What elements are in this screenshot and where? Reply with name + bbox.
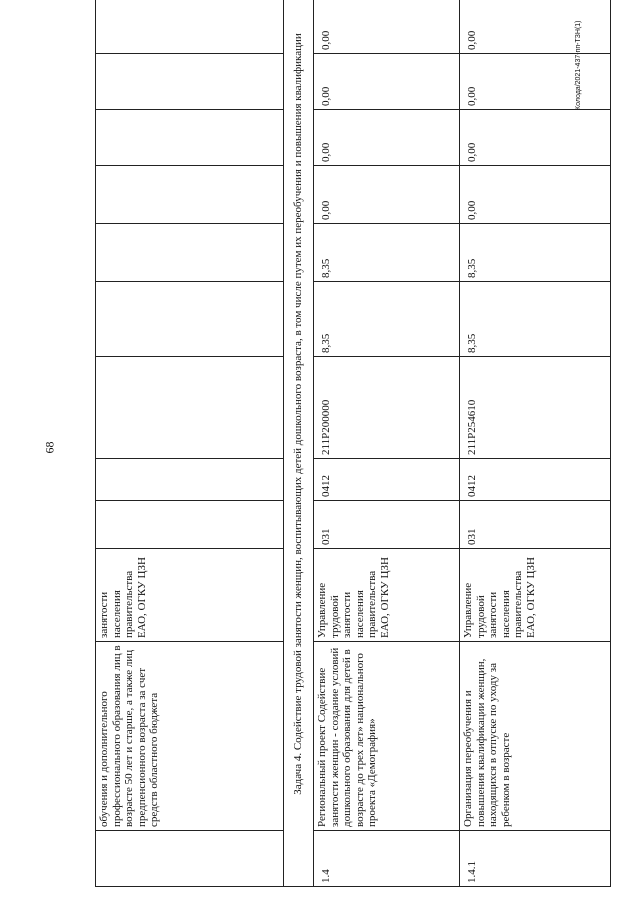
- footer-code: Колода/2021-437-пп-ТЗН(1): [575, 20, 582, 110]
- executor: Управление трудовой занятости населения правительства ЕАО, ОГКУ ЦЗН: [314, 549, 460, 642]
- rz-pr: 0412: [460, 459, 611, 501]
- year-value: 0,00: [460, 54, 611, 110]
- year-value: 8,35: [460, 224, 611, 282]
- year-value: 0,00: [314, 110, 460, 166]
- rz-pr: 0412: [314, 459, 460, 501]
- year-value: [96, 0, 284, 54]
- table-row: [314, 0, 460, 887]
- year-value: 0,00: [460, 166, 611, 224]
- row-number: [96, 831, 284, 887]
- total: 8,35: [314, 282, 460, 357]
- csr: 211P254610: [460, 357, 611, 459]
- task-4-heading: Задача 4. Содействие трудовой занятости женщин, воспитывающих детей дошкольного возраста, в том числе путем их переобучения и повышения квалификации: [284, 0, 314, 887]
- table-row: [460, 0, 611, 887]
- total: [96, 282, 284, 357]
- year-value: [96, 166, 284, 224]
- measure-name: обучения и дополнительного профессионального образования лиц в возрасте 50 лет и старше, а также лиц предпенсионного возраста за счет средств областного бюджета: [96, 642, 284, 831]
- total: 8,35: [460, 282, 611, 357]
- rz-pr: [96, 459, 284, 501]
- year-value: 0,00: [314, 54, 460, 110]
- grbs: [96, 501, 284, 549]
- csr: [96, 357, 284, 459]
- grbs: 031: [460, 501, 611, 549]
- year-value: 0,00: [314, 0, 460, 54]
- row-number: 1.4: [314, 831, 460, 887]
- budget-table: [95, 0, 611, 887]
- measure-name: Организация переобучения и повышения квалификации женщин, находящихся в отпуске по уходу за ребенком в возрасте: [460, 642, 611, 831]
- table-row: [96, 0, 284, 887]
- year-value: 0,00: [314, 166, 460, 224]
- year-value: [96, 54, 284, 110]
- csr: 211P200000: [314, 357, 460, 459]
- page-number: 68: [42, 441, 57, 454]
- year-value: [96, 110, 284, 166]
- grbs: 031: [314, 501, 460, 549]
- year-value: 0,00: [460, 0, 611, 54]
- rotated-table-container: [95, 13, 610, 887]
- task-row: [284, 0, 314, 887]
- year-value: [96, 224, 284, 282]
- year-value: 0,00: [460, 110, 611, 166]
- row-number: 1.4.1: [460, 831, 611, 887]
- year-value: 8,35: [314, 224, 460, 282]
- executor: занятости населения правительства ЕАО, ОГКУ ЦЗН: [96, 549, 284, 642]
- measure-name: Региональный проект Содействие занятости женщин - создание условий дошкольного образования для детей в возрасте до трех лет» национального проекта «Демография»: [314, 642, 460, 831]
- executor: Управление трудовой занятости населения правительства ЕАО, ОГКУ ЦЗН: [460, 549, 611, 642]
